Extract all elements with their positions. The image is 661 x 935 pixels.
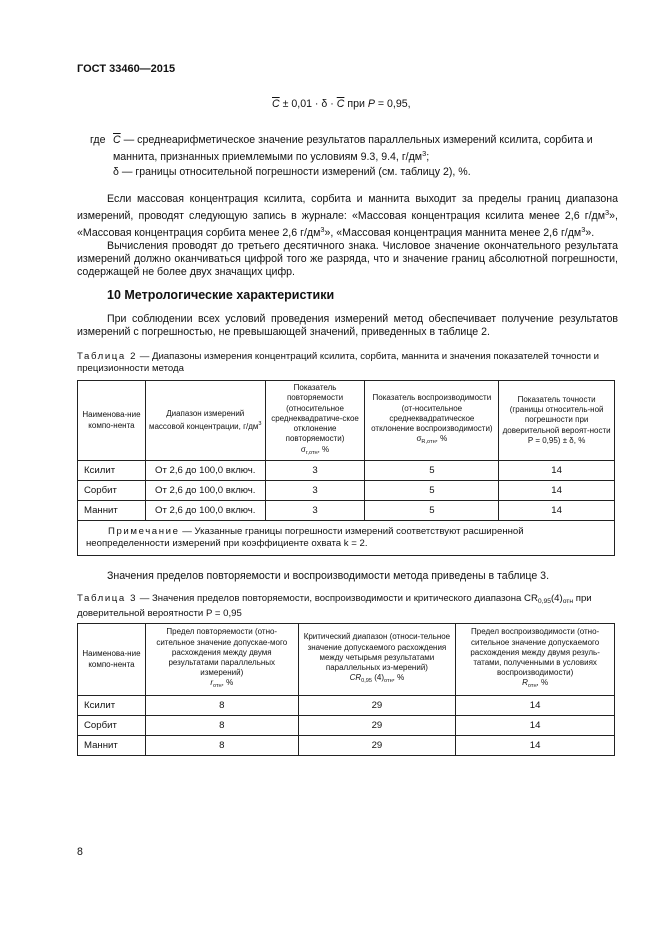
table2-caption-text: — Диапазоны измерения концентраций ксилита, сорбита, маннита и значения показателей точности и прецизионности метода xyxy=(77,351,600,374)
t3-h-reprod-sub: отн xyxy=(527,683,537,690)
t2-row-R: 5 xyxy=(365,461,499,481)
table2-note-row xyxy=(78,521,615,556)
t3-row-r: 8 xyxy=(145,696,298,716)
page-number: 8 xyxy=(77,846,83,858)
t3-h-critical-mid: (4) xyxy=(372,673,385,683)
t2-row-r: 3 xyxy=(265,481,365,501)
t2-row-r: 3 xyxy=(265,501,365,521)
c-mean-symbol-2: $\overline{C}$ xyxy=(336,98,345,110)
table-row xyxy=(78,481,615,501)
table3-caption-b: (4) xyxy=(550,593,563,604)
def-c-sup: 3 xyxy=(422,149,427,158)
t3-row-R: 14 xyxy=(456,736,615,756)
paragraph-range xyxy=(77,193,618,279)
t2-h-repeat-sub: r,отн xyxy=(305,449,318,456)
t3-h-critical-sym: CR xyxy=(349,673,362,683)
para1-sup3: 3 xyxy=(581,225,586,234)
t3-h-critical xyxy=(298,624,456,696)
t2-row-name: Сорбит xyxy=(78,481,146,501)
p-symbol: P xyxy=(367,98,375,110)
table2-note-text: — Указанные границы погрешности измерений соответствуют расширенной неопределенности измерений при коэффициенте охвата k = 2. xyxy=(86,526,524,549)
t3-h-reprod-unit: , % xyxy=(536,678,549,688)
document-header: ГОСТ 33460—2015 xyxy=(77,63,176,75)
t3-h-repeat-sub: отн xyxy=(212,683,222,690)
t2-row-name: Ксилит xyxy=(78,461,146,481)
t2-row-range: От 2,6 до 100,0 включ. xyxy=(145,481,265,501)
formula-part1: ± 0,01 · δ · xyxy=(282,98,334,110)
t3-h-critical-sub: 0,95 xyxy=(361,678,373,685)
t3-row-R: 14 xyxy=(456,696,615,716)
t3-h-reprod-text: Предел воспроизводимости (отно-сительное значение допускаемого расхождения между двумя резуль-татами, полученными в условиях воспроизводимости) xyxy=(470,627,600,678)
t2-row-R: 5 xyxy=(365,501,499,521)
formula-part2: при xyxy=(347,98,365,110)
t2-h-reprod-unit: , % xyxy=(435,434,448,444)
table2 xyxy=(77,380,615,556)
table2-note-label: Примечание xyxy=(108,526,180,537)
t3-row-CR: 29 xyxy=(298,716,456,736)
table3-caption-label: Таблица 3 xyxy=(77,593,138,604)
table2-caption-label: Таблица 2 xyxy=(77,351,138,362)
t3-h-reprod-sym: R xyxy=(522,678,528,688)
t3-row-r: 8 xyxy=(145,736,298,756)
definition-delta: δ — границы относительной погрешности измерений (см. таблицу 2), %. xyxy=(113,166,471,178)
section-title: 10 Метрологические характеристики xyxy=(107,288,335,302)
t2-h-reprod-sym: σ xyxy=(416,434,422,444)
t2-row-name: Маннит xyxy=(78,501,146,521)
definition-c xyxy=(113,134,618,164)
table2-note xyxy=(78,521,615,556)
table-row xyxy=(78,716,615,736)
t2-h-repeat-text: Показатель повторяемости (относительное среднеквадратиче-ское отклонение повторяемости) xyxy=(271,383,359,444)
para1-e: Вычисления проводят до третьего десятичного знака. Числовое значение окончательного результата измерений должно оканчиваться цифрой того же разряда, что и значение границ абсолютной погрешности, содержащей не более двух значащих цифр. xyxy=(77,240,618,278)
t3-row-name: Маннит xyxy=(78,736,146,756)
table3-caption-c: при доверительной вероятности P = 0,95 xyxy=(77,593,592,619)
table3-header-row xyxy=(78,624,615,696)
t3-row-name: Сорбит xyxy=(78,716,146,736)
t3-row-CR: 29 xyxy=(298,736,456,756)
t2-row-r: 3 xyxy=(265,461,365,481)
table-row xyxy=(78,696,615,716)
t2-h-accuracy-text: Показатель точности (границы относитель-ной погрешности при доверительной вероят-ности xyxy=(502,394,611,435)
t3-row-r: 8 xyxy=(145,716,298,736)
def-c-text: — среднеарифметическое значение результатов параллельных измерений ксилита, сорбита и маннита, признанных приемлемыми по условиям 9.3, 9.4, г/дм xyxy=(113,134,593,163)
t3-row-CR: 29 xyxy=(298,696,456,716)
table-row xyxy=(78,736,615,756)
t2-h-repeat-unit: , % xyxy=(317,444,330,454)
t2-h-reprod-text: Показатель воспроизводимости (от-носительное среднеквадратическое отклонение воспроизводимости) xyxy=(371,393,493,434)
t2-h-range xyxy=(145,381,265,461)
t2-h-range-text: Диапазон измерений массовой концентрации, г/дм xyxy=(148,408,259,431)
t3-h-repeat-text: Предел повторяемости (отно-сительное значение допускае-мого расхождения между двумя результатами параллельных измерений) xyxy=(156,627,288,678)
paragraph-table3-ref: Значения пределов повторяемости и воспроизводимости метода приведены в таблице 3. xyxy=(107,570,550,582)
t2-h-accuracy xyxy=(499,381,615,461)
t2-h-repeat xyxy=(265,381,365,461)
table3 xyxy=(77,623,615,756)
t2-h-name: Наименова-ние компо-нента xyxy=(78,381,146,461)
c-mean-symbol: $\overline{C}$ xyxy=(272,98,280,110)
t3-h-critical-sub2: отн xyxy=(384,678,393,685)
formula xyxy=(272,98,411,110)
table3-caption-sub: 0,95 xyxy=(537,598,551,605)
t3-row-name: Ксилит xyxy=(78,696,146,716)
t2-row-delta: 14 xyxy=(499,481,615,501)
t2-h-range-sup: 3 xyxy=(258,421,262,427)
para1-c: », «Массовая концентрация маннита менее 2,6 г/дм xyxy=(324,227,582,239)
t3-h-repeat xyxy=(145,624,298,696)
t2-row-R: 5 xyxy=(365,481,499,501)
formula-part3: = 0,95, xyxy=(377,98,411,110)
t2-h-reprod xyxy=(365,381,499,461)
para1-b: », «Массовая концентрация сорбита менее 2,6 г/дм xyxy=(77,210,618,239)
t2-row-delta: 14 xyxy=(499,501,615,521)
table2-caption xyxy=(77,351,618,375)
para1-a: Если массовая концентрация ксилита, сорбита и маннита выходит за пределы границ диапазона измерений, проводят следующую запись в журнале: «Массовая концентрация ксилита менее 2,6 г/дм xyxy=(77,193,618,222)
t3-h-repeat-sym: r xyxy=(210,678,213,688)
t3-h-critical-unit: , % xyxy=(392,673,405,683)
para1-sup1: 3 xyxy=(605,208,610,217)
t2-row-range: От 2,6 до 100,0 включ. xyxy=(145,501,265,521)
table3-caption xyxy=(77,593,618,620)
t3-row-R: 14 xyxy=(456,716,615,736)
t2-row-delta: 14 xyxy=(499,461,615,481)
def-c-end: ; xyxy=(426,151,430,163)
table-row xyxy=(78,501,615,521)
para1-sup2: 3 xyxy=(320,225,325,234)
t2-h-repeat-sym: σ xyxy=(300,444,306,454)
paragraph-accuracy: При соблюдении всех условий проведения измерений метод обеспечивает получение результатов измерений с погрешностью, не превышающей значений, приведенных в таблице 2. xyxy=(77,313,618,338)
where-label: где xyxy=(90,134,106,146)
table2-header-row xyxy=(78,381,615,461)
t2-h-accuracy-formula: P = 0,95) ± δ, % xyxy=(527,435,586,445)
t2-h-reprod-sub: R,отн xyxy=(421,439,436,446)
t2-row-range: От 2,6 до 100,0 включ. xyxy=(145,461,265,481)
t3-h-reprod xyxy=(456,624,615,696)
table3-caption-sub2: отн xyxy=(562,598,574,605)
t3-h-name: Наименова-ние компо-нента xyxy=(78,624,146,696)
para1-d: ». xyxy=(585,227,595,239)
t3-h-critical-text: Критический диапазон (относи-тельное значение допускаемого расхождения между четырьмя результатами параллельных из-мерений) xyxy=(303,632,451,673)
t3-h-repeat-unit: , % xyxy=(221,678,234,688)
table3-caption-a: — Значения пределов повторяемости, воспроизводимости и критического диапазона CR xyxy=(137,593,538,604)
def-c-symbol: $\overline{C}$ xyxy=(113,134,121,146)
table-row xyxy=(78,461,615,481)
